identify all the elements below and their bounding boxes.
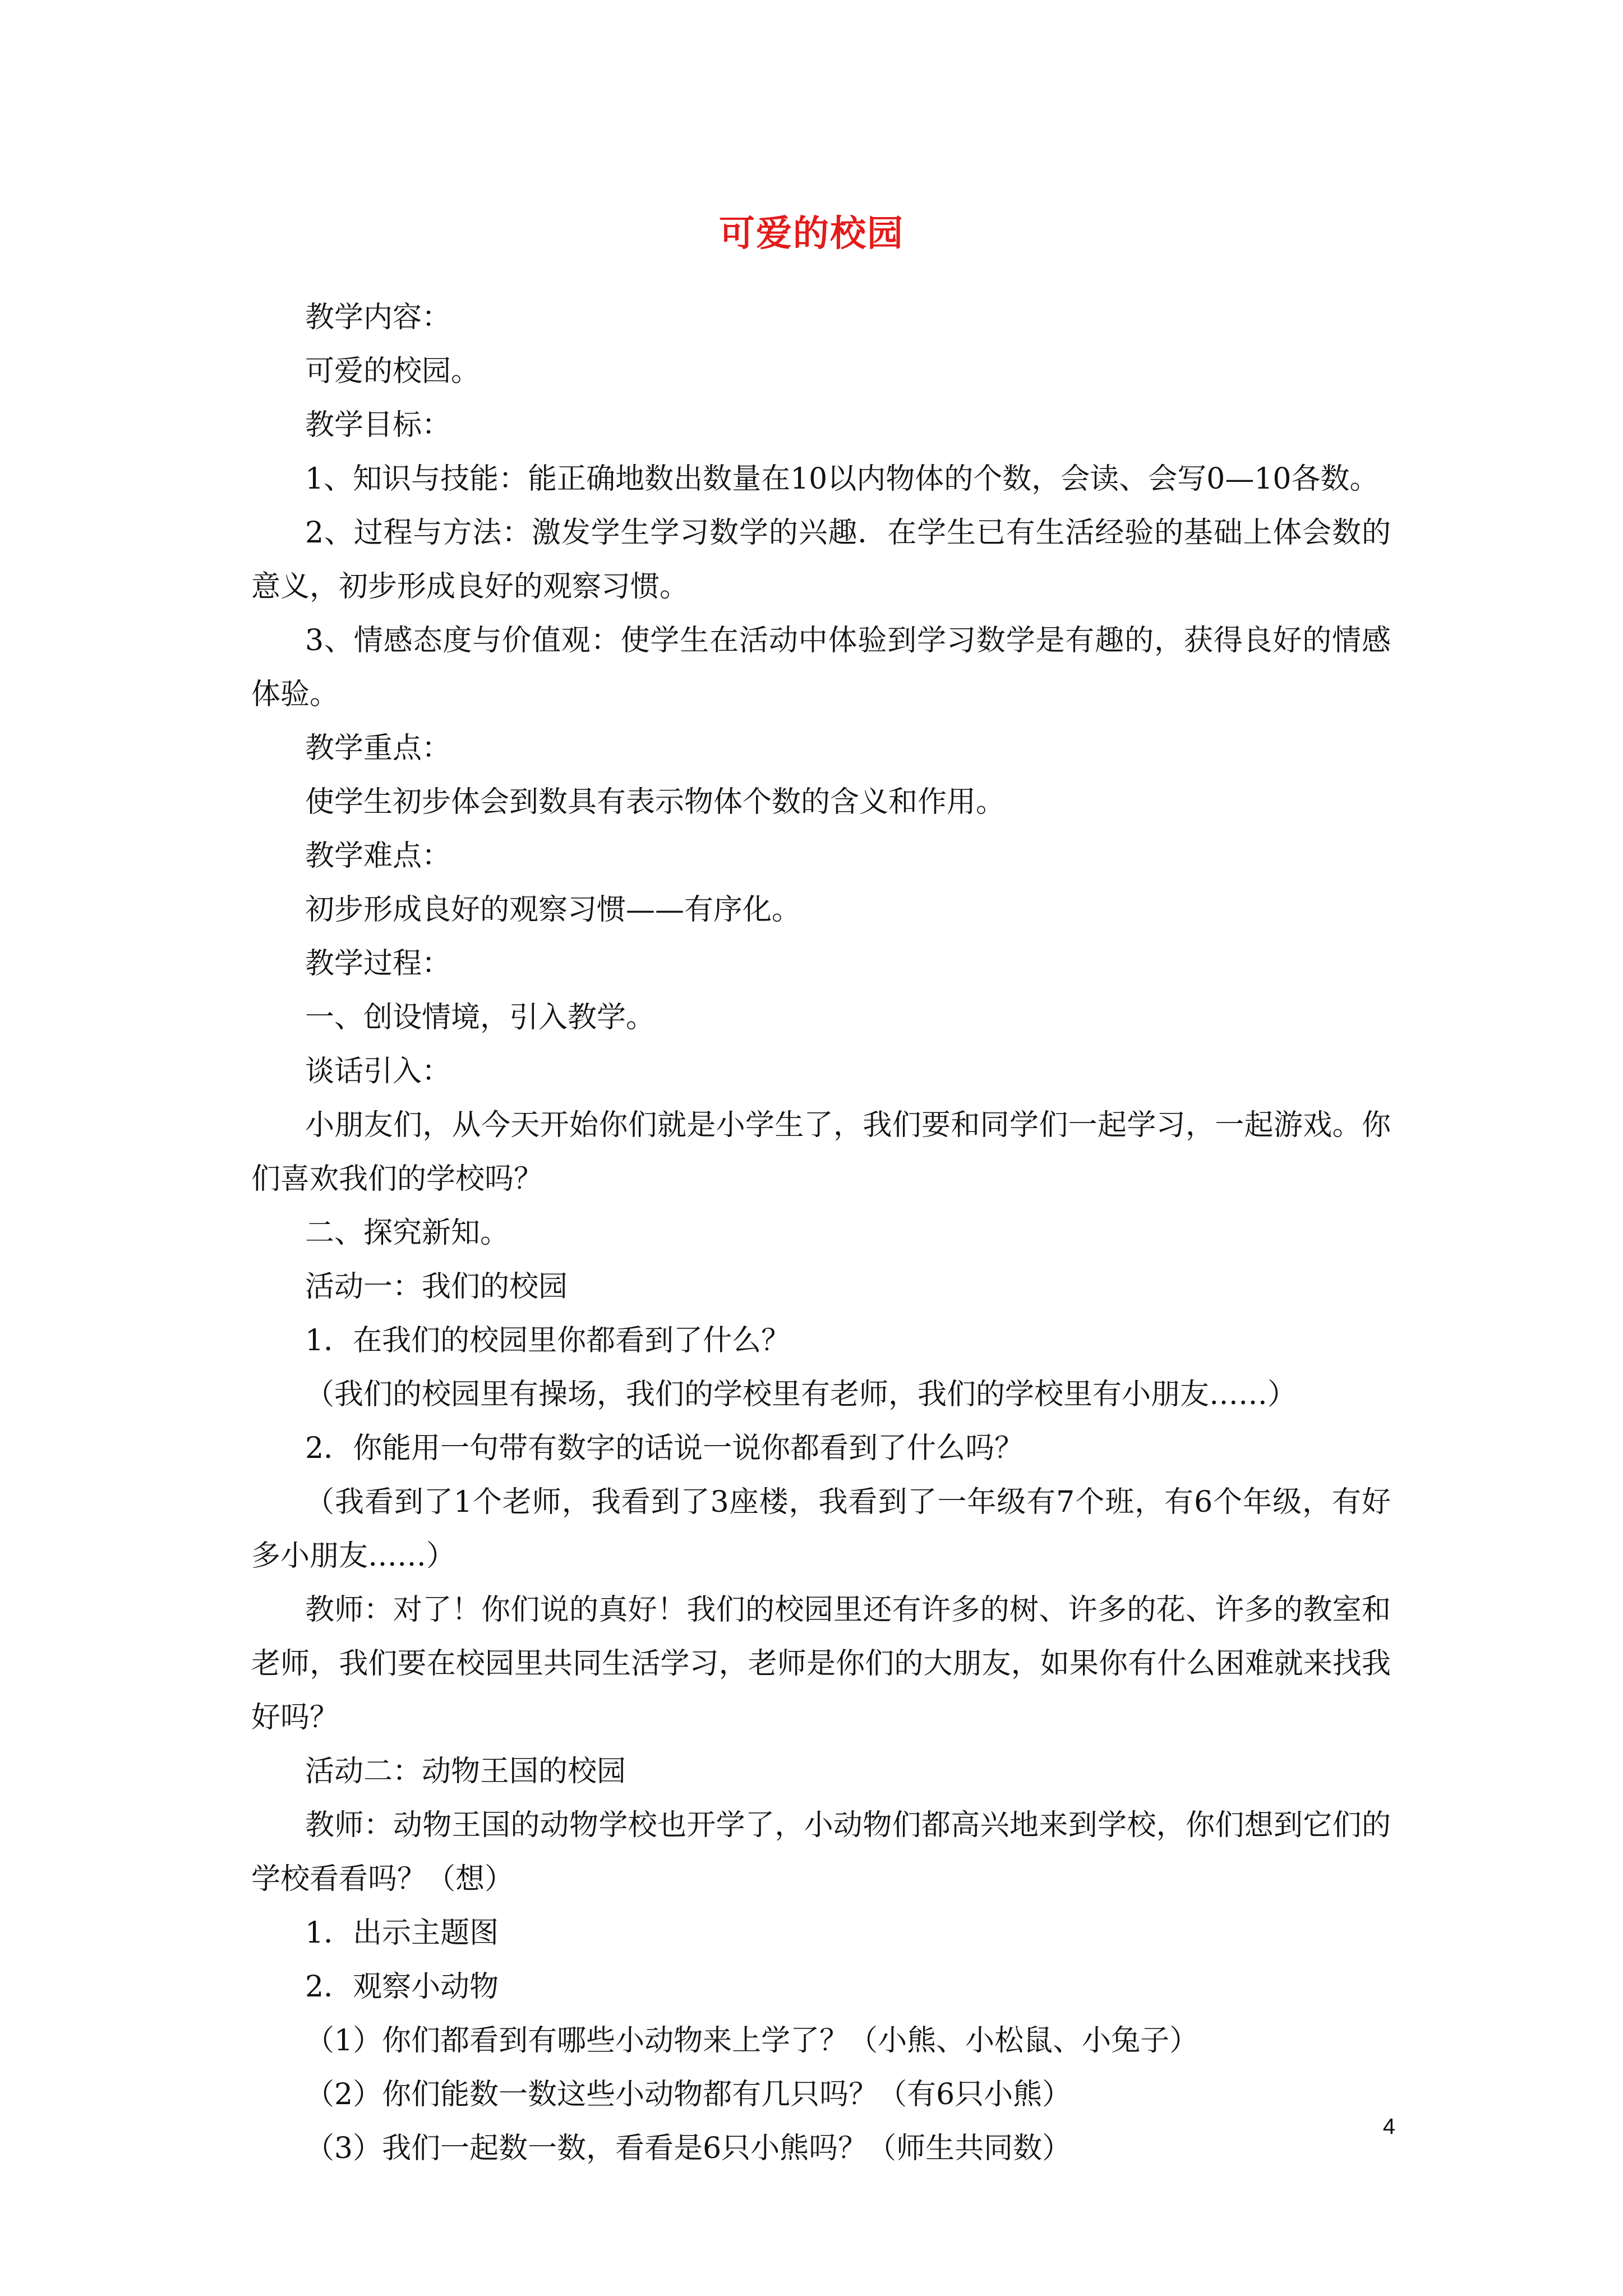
paragraph: （2）你们能数一数这些小动物都有几只吗？（有6只小熊） [305,2078,1072,2111]
paragraph: 教学重点： [305,731,451,765]
document-body [251,291,1391,2175]
paragraph: （3）我们一起数一数，看看是6只小熊吗？（师生共同数） [305,2132,1072,2165]
paragraph: 使学生初步体会到数具有表示物体个数的含义和作用。 [305,785,1006,819]
paragraph: 教学目标： [305,408,451,442]
paragraph: 一、创设情境，引入教学。 [305,1001,656,1034]
paragraph: 2．观察小动物 [305,1970,499,2004]
paragraph: 教师：对了！你们说的真好！我们的校园里还有许多的树、许多的花、许多的教室和老师，我们要在校园里共同生活学习，老师是你们的大朋友，如果你有什么困难就来找我好吗？ [251,1593,1391,1734]
paragraph: 谈话引入： [305,1055,451,1088]
paragraph: 二、探究新知。 [305,1216,510,1250]
paragraph: 教师：动物王国的动物学校也开学了，小动物们都高兴地来到学校，你们想到它们的学校看看吗？（想） [251,1809,1391,1896]
paragraph: 2、过程与方法：激发学生学习数学的兴趣．在学生已有生活经验的基础上体会数的意义，初步形成良好的观察习惯。 [251,516,1391,604]
page-number: 4 [1382,2114,1395,2139]
paragraph: 可爱的校园。 [305,355,481,388]
paragraph: （我看到了1个老师，我看到了3座楼，我看到了一年级有7个班，有6个年级，有好多小朋友……） [251,1485,1391,1573]
paragraph: （我们的校园里有操场，我们的学校里有老师，我们的学校里有小朋友……） [305,1378,1297,1411]
paragraph: 2．你能用一句带有数字的话说一说你都看到了什么吗？ [305,1432,1024,1465]
paragraph: 教学过程： [305,947,451,981]
paragraph: 3、情感态度与价值观：使学生在活动中体验到学习数学是有趣的，获得良好的情感体验。 [251,624,1391,711]
paragraph: 活动二：动物王国的校园 [305,1755,626,1788]
paragraph: 活动一：我们的校园 [305,1270,568,1304]
paragraph: 1．在我们的校园里你都看到了什么？ [305,1324,791,1358]
paragraph: 初步形成良好的观察习惯——有序化。 [305,893,801,927]
paragraph: 1、知识与技能：能正确地数出数量在10以内物体的个数，会读、会写0—10各数。 [305,462,1379,496]
paragraph: （1）你们都看到有哪些小动物来上学了？（小熊、小松鼠、小兔子） [305,2024,1199,2058]
document-title: 可爱的校园 [719,213,904,255]
paragraph: 1．出示主题图 [305,1916,499,1950]
paragraph: 小朋友们，从今天开始你们就是小学生了，我们要和同学们一起学习，一起游戏。你们喜欢我们的学校吗？ [251,1108,1391,1196]
paragraph: 教学内容： [305,301,451,334]
paragraph: 教学难点： [305,839,451,873]
